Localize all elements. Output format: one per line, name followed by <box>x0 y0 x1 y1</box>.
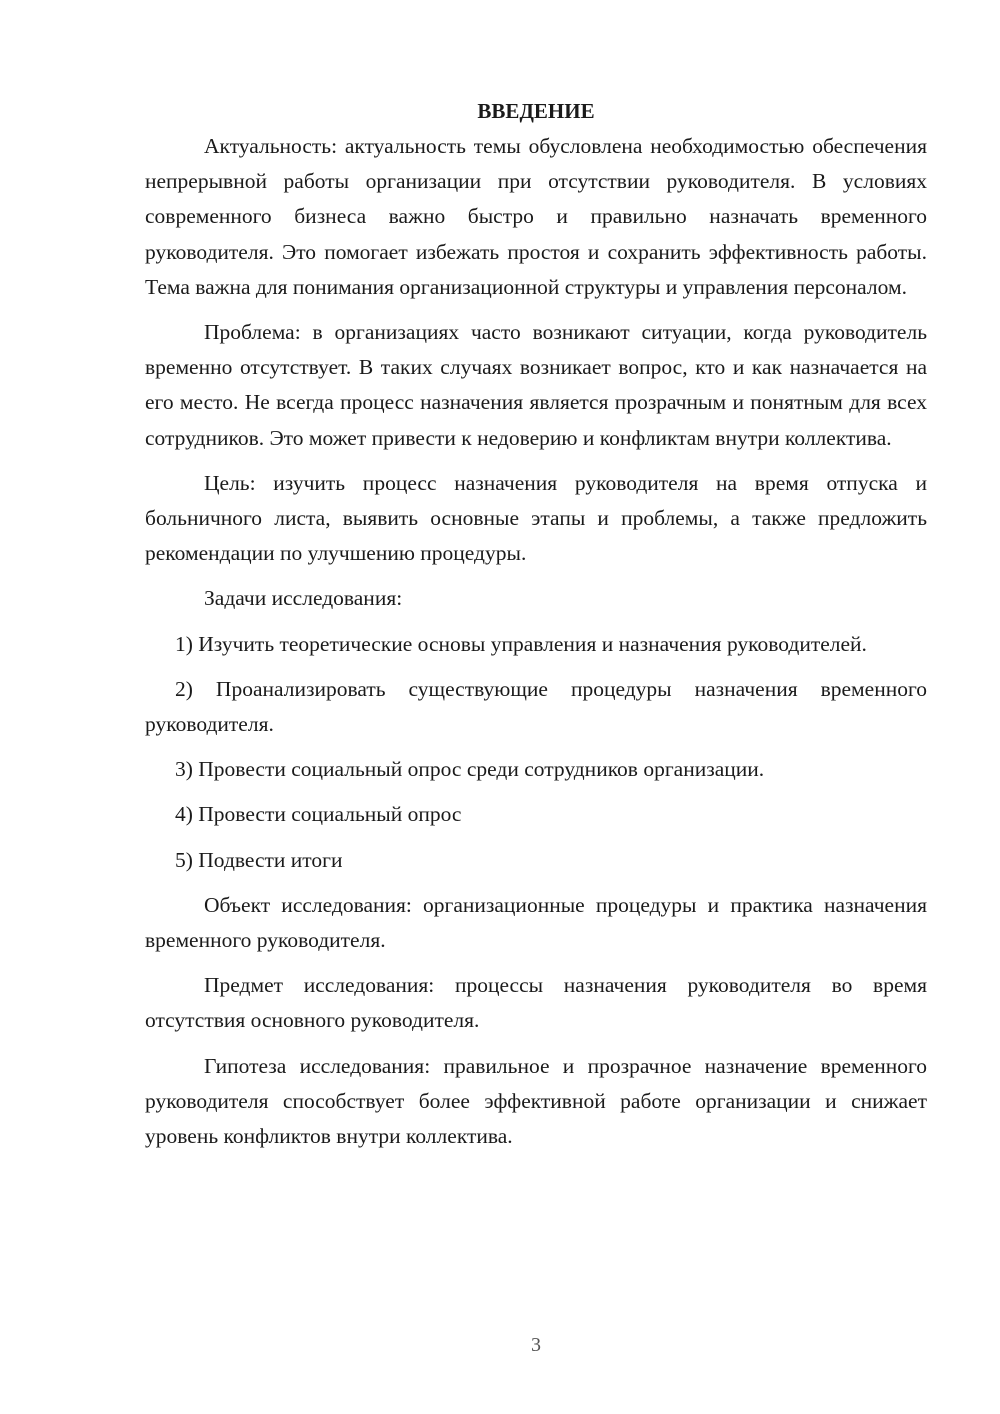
section-heading: ВВЕДЕНИЕ <box>477 99 595 123</box>
hypothesis-paragraph: Гипотеза исследования: правильное и прозрачное назначение временного руководителя способствует более эффективной работе организации и снижает уровень конфликтов внутри коллектива. <box>145 1053 927 1149</box>
task-item-1: 1) Изучить теоретические основы управления и назначения руководителей. <box>175 631 867 656</box>
page-number: 3 <box>531 1334 541 1356</box>
tasks-title: Задачи исследования: <box>204 586 403 611</box>
task-item-2: 2) Проанализировать существующие процедуры назначения временного руководителя. <box>145 676 927 737</box>
object-paragraph: Объект исследования: организационные процедуры и практика назначения временного руководителя. <box>145 892 927 953</box>
subject-paragraph: Предмет исследования: процессы назначения руководителя во время отсутствия основного руководителя. <box>145 973 927 1033</box>
task-item-3: 3) Провести социальный опрос среди сотрудников организации. <box>175 757 765 782</box>
task-item-4: 4) Провести социальный опрос <box>175 802 462 827</box>
task-item-5: 5) Подвести итоги <box>175 847 343 872</box>
goal-paragraph: Цель: изучить процесс назначения руководителя на время отпуска и больничного листа, выявить основные этапы и проблемы, а также предложить рекомендации по улучшению процедуры. <box>145 470 927 566</box>
relevance-paragraph: Актуальность: актуальность темы обусловлена необходимостью обеспечения непрерывной работы организации при отсутствии руководителя. В условиях современного бизнеса важно быстро и правильно назначать временного руководителя. Это помогает избежать простоя и сохранить эффективность работы. Тема важна для понимания организационной структуры и управления персоналом. <box>145 134 927 299</box>
document-page <box>145 96 927 1164</box>
problem-paragraph: Проблема: в организациях часто возникают ситуации, когда руководитель временно отсутствует. В таких случаях возникает вопрос, кто и как назначается на его место. Не всегда процесс назначения является прозрачным и понятным для всех сотрудников. Это может привести к недоверию и конфликтам внутри коллектива. <box>145 320 927 450</box>
